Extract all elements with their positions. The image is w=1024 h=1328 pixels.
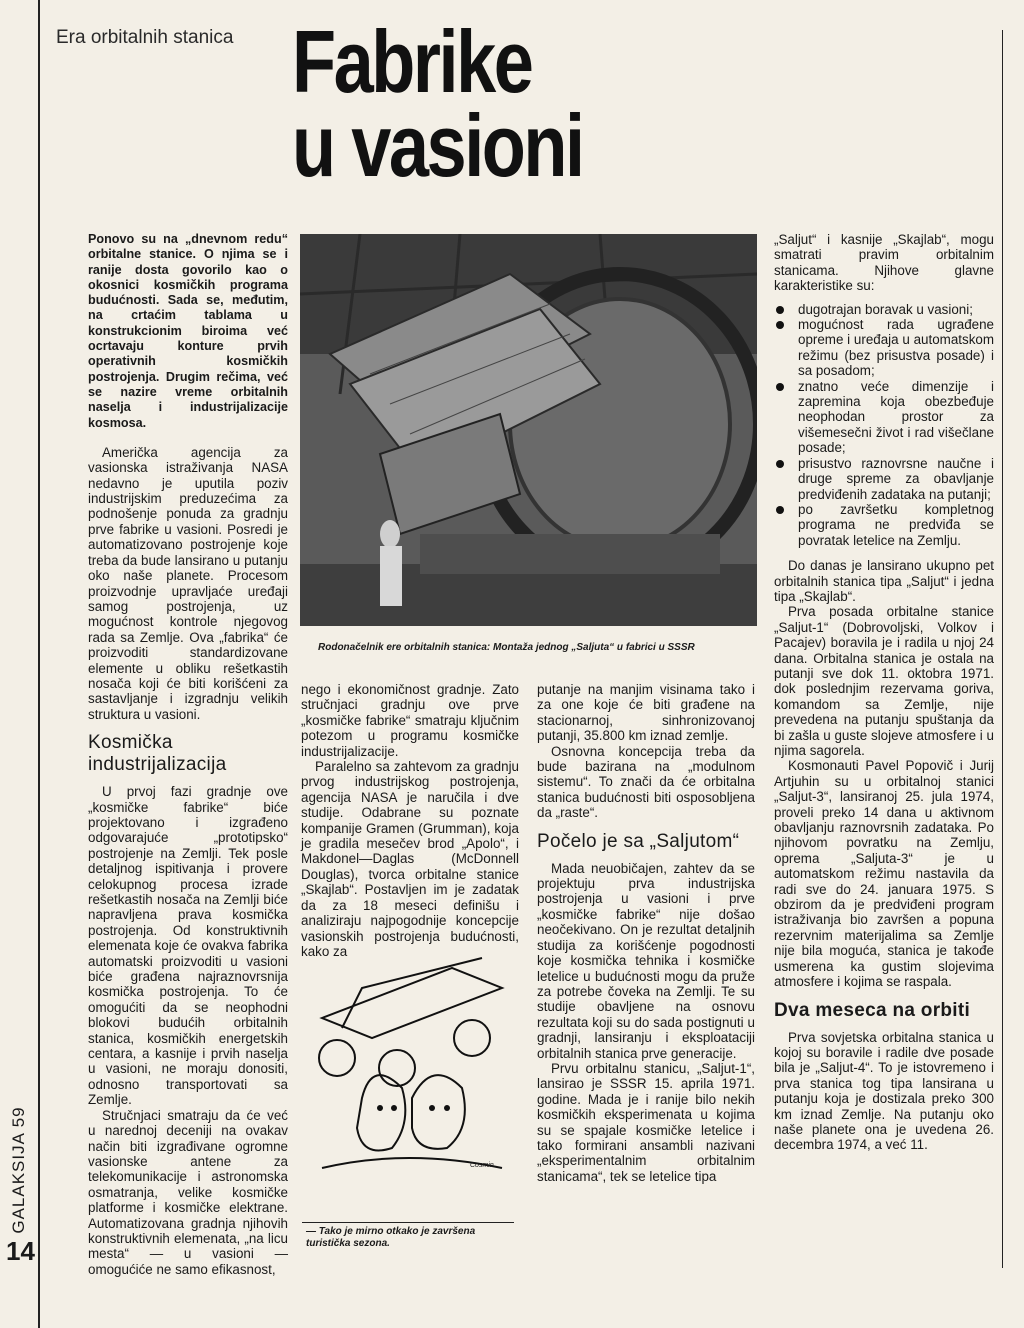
subhead-dva-meseca: Dva meseca na orbiti <box>774 999 971 1021</box>
cartoon <box>302 948 514 1216</box>
paragraph: Prva sovjetska orbitalna stanica u kojoj su boravile i radile dve posade bila je „Saljut-4“. To je istovremeno i prva stanica tog tipa lansirana u putanju koja je dostizala preko 300 km iznad Zemlje. Na putanju oko naše planete ona je uvedena 26. decembra 1974, a već 11. <box>774 1029 994 1153</box>
paragraph: „Saljut“ i kasnije „Skajlab“, mogu smatrati pravim orbitalnim stanicama. Njihove glavne karakteristike su: <box>774 232 994 294</box>
headline-line-2: u vasioni <box>292 96 583 195</box>
paragraph: Osnovna koncepcija treba da bude bazirana na „modulnom sistemu“. To znači da će orbitalna stanica budućnosti biti osposobljena da „raste“. <box>537 743 755 821</box>
paragraph: Paralelno sa zahtevom za gradnju prvog industrijskog postrojenja, agencija NASA je naručila i dve studije. Odabrane su poznate kompanije Gramen (Grumman), koja je gradila mesečev brod „Apolo“, i Makdonel—Daglas (McDonnell Douglas), tvorca orbitalne stanice „Skajlab“. Postavljen im je zadatak da za 18 meseci definišu i analiziraju najpogodnije koncepcije vasionskih postrojenja budućnosti, kako za <box>301 759 519 959</box>
left-rule <box>38 0 40 1328</box>
cartoon-drawing <box>302 948 514 1216</box>
right-rule <box>1002 30 1003 1268</box>
paragraph: Američka agencija za vasionska istraživanja NASA nedavno je uputila poziv industrijskim preduzećima za podnošenje ponuda za gradnju prve fabrike u vasioni. Posredi je automatizovano postrojenje koje treba da bude lansirano u putanju oko naše planete. Procesom proizvodnje upravljaće uređaji samog postrojenja, uz mogućnost kontrole njegovog rada sa Zemlje. Ova „fabrika“ će proizvoditi standardizovane elemente u obliku rešetkastih nosača koji će biti korišćeni za sastavljanje i izgradnju velikih struktura u vasioni. <box>88 444 288 722</box>
list-item: po završetku kompletnog programa ne predviđa se povratak letelice na Zemlju. <box>774 502 994 548</box>
column-1-body <box>88 445 288 1277</box>
list-item: prisustvo raznovrsne naučne i druge spreme za obavljanje predviđenih zadataka na putanji; <box>774 456 994 502</box>
paragraph: U prvoj fazi gradnje ove „kosmičke fabrike“ biće projektovano i izgrađeno odgovarajuće „prototipsko“ postrojenje na Zemlji. Tek posle detaljnog ispitivanja i provere celokupnog procesa izrade rešetkastih nosača na Zemlji biće napravljena prava kosmička postrojenja. Od konstruktivnih elemenata koje će ovakva fabrika automatski proizvoditi u vasioni biće građena najraznovrsnija kosmička postrojenja. To će omogućiti da se neophodni blokovi budućih orbitalnih stanica, kosmičkih energetskih centara, a kasnije i prvih naselja u vasioni, ne moraju donositi, odnosno transportovati sa Zemlje. <box>88 784 288 1108</box>
cartoon-caption: — Tako je mirno otkako je završena turistička sezona. <box>306 1226 476 1249</box>
paragraph: nego i ekonomičnost gradnje. Zato stručnjaci gradnju ove prve „kosmičke fabrike“ smatraju ključnim potezom u programu kosmičke industrijalizacije. <box>301 682 519 759</box>
paragraph: Kosmonauti Pavel Popovič i Jurij Artjuhin su u orbitalnoj stanici „Saljut-3“, lansiranoj 25. jula 1974, proveli preko 14 dana u aktivnom obavljanju raznovrsnih zadataka. Po njihovom povratku na Zemlju, oprema „Saljuta-3“ je u automatskom režimu nastavila da radi sve do 24. januara 1975. S obzirom da je predviđeni program istraživanja bio završen a popuna rezervnim materijalima sa Zemlje nije bila moguća, stanica je takođe usmerena ka gustim slojevima atmosfere i kojima se raspala. <box>774 758 994 990</box>
column-4 <box>774 232 994 1153</box>
lead-paragraph: Ponovo su na „dnevnom redu“ orbitalne stanice. O njima se i ranije dosta govorilo kao o okosnici kosmičkih programa budućnosti. Sada se, međutim, na crtaćim tablama u konstrukcionim biroima već ocrtavaju konture prvih operativnih kosmičkih postrojenja. Drugim rečima, već se nazire vreme orbitalnih naselja i industrijalizacije kosmosa. <box>88 232 288 430</box>
cartoon-signature: Cosmin <box>470 1162 494 1169</box>
column-1 <box>88 232 288 1277</box>
list-item: mogućnost rada ugrađene opreme i uređaja u automatskom režimu (bez prisustva posade) i sa posadom; <box>774 317 994 379</box>
paragraph: Prva posada orbitalne stanice „Saljut-1“ (Dobrovoljski, Volkov i Pacajev) boravila je i radila u njoj 24 dana. Orbitalna stanica je ostala na putanji sve dok 11. oktobra 1971. dok poslednjim rezervama goriva, komandom sa Zemlje, nije prevedena na putanju spuštanja da bi zašla u guste slojeve atmosfere i u njima sagorela. <box>774 604 994 758</box>
paragraph: Mada neuobičajen, zahtev da se projektuju prva industrijska postrojenja u vasioni i prve „kosmičke fabrike“ nije došao neočekivano. On je rezultat detaljnih studija za korišćenje pogodnosti koje kosmička tehnika i kosmičke letelice u budućnosti mogu da pruže za potrebe čoveka na Zemlji. Te su studije obavljene na osnovu rezultata koji su do sada postignuti u gradnji, lansiranju i eksploataciji orbitalnih stanica prve generacije. <box>537 860 755 1061</box>
paragraph: Prvu orbitalnu stanicu, „Saljut-1“, lansirao je SSSR 15. aprila 1971. godine. Mada je i ranije bilo nekih kosmičkih eksperimenata u kojima su se spajale kosmičke letelice i tako formirani ansambli nazivani „eksperimentalnim orbitalnim stanicama“, tek se letelice tipa <box>537 1060 755 1184</box>
page-number: 14 <box>6 1236 35 1266</box>
list-item: dugotrajan boravak u vasioni; <box>774 302 994 317</box>
photo-illustration <box>300 234 757 626</box>
characteristics-list <box>774 302 994 549</box>
subhead-pocelo: Počelo je sa „Saljutom“ <box>537 830 740 852</box>
magazine-issue-label: GALAKSIJA 59 <box>9 1106 28 1234</box>
headline <box>292 12 653 195</box>
kicker: Era orbitalnih stanica <box>56 27 234 48</box>
paragraph: Stručnjaci smatraju da će već u narednoj deceniji na ovakav način biti izgrađivane ogromne vasionske antene za telekomunikacije i astronomska osmatranja, velike kosmičke platforme i kosmičke elektrane. Automatizovana gradnja njihovih konstruktivnih elemenata, „na licu mesta“ — u vasioni — omogućiće ne samo efikasnost, <box>88 1107 288 1277</box>
column-2 <box>301 682 519 959</box>
list-item: znatno veće dimenzije i zapremina koja obezbeđuje neophodan prostor za višemesečni život i rad višečlane posade; <box>774 379 994 456</box>
photo-saljut-assembly <box>300 234 757 626</box>
photo-caption: Rodonačelnik ere orbitalnih stanica: Montaža jednog „Saljuta“ u fabrici u SSSR <box>318 642 695 653</box>
paragraph: putanje na manjim visinama tako i za one koje će biti građene na stacionarnoj, sinhronizovanoj putanji, 35.800 km iznad zemlje. <box>537 682 755 744</box>
cartoon-rule <box>302 1222 514 1223</box>
paragraph: Do danas je lansirano ukupno pet orbitalnih stanica tipa „Saljut“ i jedna tipa „Skajlab“. <box>774 558 994 604</box>
column-3 <box>537 682 755 1184</box>
headline-line-1: Fabrike <box>292 12 532 111</box>
subhead-kosmicka: Kosmička industrijalizacija <box>88 732 227 776</box>
